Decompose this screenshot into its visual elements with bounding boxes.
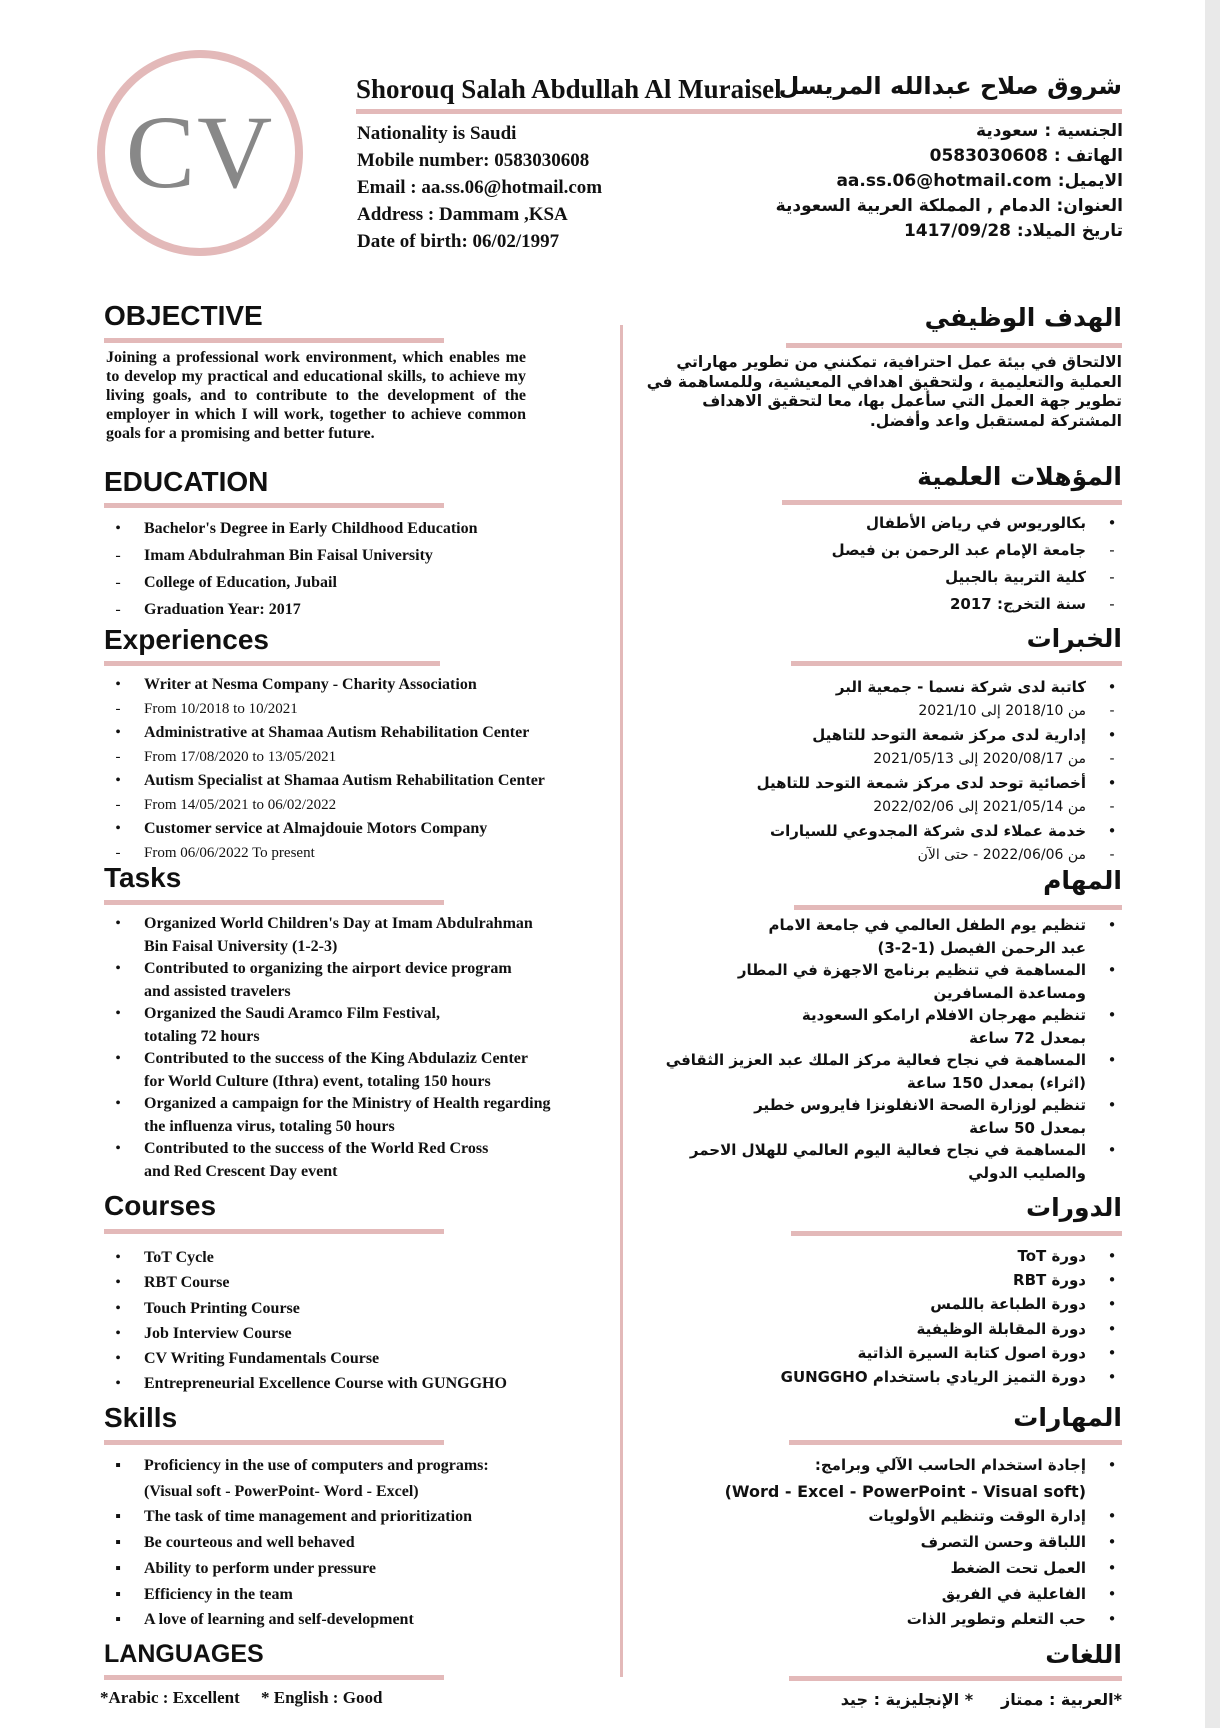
bullet-marker: • bbox=[1107, 1295, 1117, 1314]
skill-text: الفاعلية في الفريق bbox=[941, 1584, 1086, 1603]
experience-role: Autism Specialist at Shamaa Autism Rehabilitation Center bbox=[144, 772, 545, 789]
course-item-ar bbox=[781, 1268, 1122, 1292]
dash-marker: - bbox=[115, 845, 121, 861]
languages-text-en: *Arabic : Excellent * English : Good bbox=[100, 1688, 383, 1707]
task-item-ar bbox=[666, 1094, 1122, 1139]
skill-item-ar bbox=[725, 1530, 1122, 1556]
education-item-ar bbox=[832, 537, 1122, 564]
education-text: Bachelor's Degree in Early Childhood Education bbox=[144, 520, 478, 537]
tasks-list-ar bbox=[666, 914, 1122, 1184]
experience-role: إدارية لدى مركز شمعة التوحد للتاهيل bbox=[812, 726, 1086, 744]
dash-marker: - bbox=[1109, 568, 1115, 586]
skill-item-ar bbox=[725, 1453, 1122, 1479]
experience-dates: From 17/08/2020 to 13/05/2021 bbox=[144, 749, 337, 765]
experiences-underline-ar bbox=[791, 661, 1122, 666]
dash-marker: - bbox=[115, 601, 121, 618]
objective-heading-ar: الهدف الوظيفي bbox=[924, 303, 1122, 332]
course-item-ar bbox=[781, 1244, 1122, 1268]
education-heading-ar: المؤهلات العلمية bbox=[917, 462, 1122, 491]
bullet-marker: • bbox=[115, 1140, 121, 1157]
bullet-marker: • bbox=[115, 1350, 121, 1368]
skill-item-ar bbox=[725, 1582, 1122, 1608]
name-ar: شروق صلاح عبدالله المريسل bbox=[778, 72, 1122, 100]
email-ar: الايميل: aa.ss.06@hotmail.com bbox=[836, 171, 1123, 191]
skills-underline-ar bbox=[789, 1440, 1122, 1445]
task-text: المساهمة في تنظيم برنامج الاجهزة في المطار bbox=[737, 961, 1086, 979]
experience-item-ar bbox=[757, 723, 1122, 747]
task-item-en bbox=[106, 1048, 550, 1093]
task-text: totaling 72 hours bbox=[144, 1027, 260, 1045]
bullet-marker: • bbox=[115, 1299, 121, 1317]
skill-text: (Word - Excel - PowerPoint - Visual soft) bbox=[724, 1481, 1086, 1501]
dob-ar: تاريخ الميلاد: 1417/09/28 bbox=[903, 221, 1123, 241]
experience-role: كاتبة لدى شركة نسما - جمعية البر bbox=[835, 678, 1086, 696]
skills-heading-ar: المهارات bbox=[1013, 1403, 1122, 1432]
contact-ar bbox=[776, 119, 1123, 244]
course-item-en bbox=[106, 1371, 507, 1396]
course-text: دورة المقابلة الوظيفية bbox=[916, 1319, 1086, 1338]
course-text: RBT Course bbox=[144, 1274, 230, 1292]
course-item-en bbox=[106, 1245, 507, 1270]
experience-role: Administrative at Shamaa Autism Rehabilitation Center bbox=[144, 724, 530, 741]
objective-heading-en: OBJECTIVE bbox=[104, 300, 263, 331]
bullet-marker: • bbox=[1107, 726, 1117, 744]
bullet-marker: • bbox=[1107, 1319, 1117, 1338]
task-text: تنظيم يوم الطفل العالمي في جامعة الامام bbox=[768, 916, 1086, 934]
bullet-marker: • bbox=[115, 724, 121, 741]
bullet-marker: • bbox=[1107, 1343, 1117, 1362]
skill-item-ar bbox=[725, 1607, 1122, 1633]
skill-item-en bbox=[106, 1556, 489, 1582]
task-text: the influenza virus, totaling 50 hours bbox=[144, 1117, 395, 1135]
skills-list-ar bbox=[725, 1453, 1122, 1633]
course-text: Entrepreneurial Excellence Course with GUNGGHO bbox=[144, 1375, 507, 1393]
bullet-marker: • bbox=[115, 1375, 121, 1393]
bullet-marker: • bbox=[115, 820, 121, 837]
task-text: and assisted travelers bbox=[144, 982, 291, 1000]
task-text: تنظيم مهرجان الافلام ارامكو السعودية bbox=[801, 1006, 1086, 1024]
task-item-ar bbox=[666, 1139, 1122, 1184]
bullet-marker: • bbox=[115, 676, 121, 693]
education-text: Graduation Year: 2017 bbox=[144, 601, 301, 618]
task-item-ar bbox=[666, 914, 1122, 959]
task-text: (اثراء) بمعدل 150 ساعة bbox=[906, 1073, 1086, 1092]
courses-list-en bbox=[106, 1245, 507, 1397]
bullet-marker: • bbox=[1107, 1141, 1117, 1159]
contact-en bbox=[357, 120, 602, 255]
bullet-marker: • bbox=[115, 772, 121, 789]
task-text: بمعدل 72 ساعة bbox=[969, 1028, 1086, 1047]
course-item-en bbox=[106, 1270, 507, 1295]
skill-text: إدارة الوقت وتنظيم الأولويات bbox=[868, 1507, 1086, 1526]
experience-dates: من 2021/05/14 إلى 2022/02/06 bbox=[873, 799, 1086, 815]
square-bullet-marker: ▪ bbox=[115, 1585, 121, 1603]
experiences-list-en bbox=[106, 673, 545, 865]
bullet-marker: • bbox=[1107, 1247, 1117, 1265]
languages-heading-ar: اللغات bbox=[1045, 1640, 1122, 1669]
skill-text: حب التعلم وتطوير الذات bbox=[906, 1610, 1086, 1629]
bullet-marker: • bbox=[1107, 1456, 1117, 1474]
task-text: بمعدل 50 ساعة bbox=[969, 1118, 1086, 1137]
nationality-en: Nationality is Saudi bbox=[357, 123, 517, 144]
task-text: المساهمة في نجاح فعالية اليوم العالمي للهلال الاحمر bbox=[689, 1141, 1086, 1159]
dash-marker: - bbox=[1109, 799, 1115, 815]
education-item-ar bbox=[832, 564, 1122, 591]
course-text: دورة ToT bbox=[1017, 1247, 1086, 1265]
experience-role: أخصائية توحد لدى مركز شمعة التوحد للتاهيل bbox=[756, 774, 1086, 792]
dash-marker: - bbox=[1109, 595, 1115, 613]
tasks-underline-en bbox=[104, 900, 444, 905]
bullet-marker: • bbox=[1107, 1584, 1117, 1603]
experience-dates-ar bbox=[757, 795, 1122, 819]
education-list-en bbox=[106, 515, 478, 623]
task-item-ar bbox=[666, 1049, 1122, 1094]
objective-underline-en bbox=[104, 338, 444, 343]
courses-heading-ar: الدورات bbox=[1025, 1193, 1122, 1222]
bullet-marker: • bbox=[115, 915, 121, 932]
experience-item-en bbox=[106, 817, 545, 841]
bullet-marker: • bbox=[115, 1050, 121, 1067]
bullet-marker: • bbox=[115, 960, 121, 977]
square-bullet-marker: ▪ bbox=[115, 1457, 121, 1474]
skill-text: (Visual soft - PowerPoint- Word - Excel) bbox=[144, 1482, 419, 1500]
education-item-ar bbox=[832, 510, 1122, 537]
course-text: Job Interview Course bbox=[144, 1324, 292, 1342]
task-text: Contributed to organizing the airport device program bbox=[144, 960, 512, 977]
bullet-marker: • bbox=[1107, 514, 1117, 532]
bullet-marker: • bbox=[1107, 1507, 1117, 1526]
course-item-en bbox=[106, 1296, 507, 1321]
task-item-en bbox=[106, 1138, 550, 1183]
course-text: دورة اصول كتابة السيرة الذاتية bbox=[857, 1343, 1086, 1362]
task-text: تنظيم لوزارة الصحة الانفلونزا فايروس خطير bbox=[754, 1096, 1086, 1114]
education-item-en bbox=[106, 596, 478, 623]
bullet-marker: • bbox=[1107, 822, 1117, 840]
bullet-marker: • bbox=[115, 520, 121, 537]
bullet-marker: • bbox=[1107, 1533, 1117, 1552]
skill-item-en bbox=[106, 1607, 489, 1633]
task-item-ar bbox=[666, 959, 1122, 1004]
bullet-marker: • bbox=[1107, 1368, 1117, 1387]
bullet-marker: • bbox=[115, 1324, 121, 1342]
cv-logo-text: CV bbox=[125, 95, 275, 210]
skill-text: Ability to perform under pressure bbox=[144, 1559, 376, 1577]
course-item-ar bbox=[781, 1292, 1122, 1316]
experience-role: Customer service at Almajdouie Motors Company bbox=[144, 820, 488, 837]
education-item-en bbox=[106, 569, 478, 596]
education-text: كلية التربية بالجبيل bbox=[945, 568, 1086, 586]
languages-text-ar: *العربية : ممتاز * الإنجليزية : جيد bbox=[840, 1690, 1122, 1709]
education-item-en bbox=[106, 515, 478, 542]
experience-dates: From 14/05/2021 to 06/02/2022 bbox=[144, 797, 337, 813]
skill-item-en bbox=[106, 1504, 489, 1530]
course-item-en bbox=[106, 1321, 507, 1346]
skill-item-en bbox=[106, 1530, 489, 1556]
bullet-marker: • bbox=[115, 1005, 121, 1022]
bullet-marker: • bbox=[115, 1249, 121, 1266]
center-divider bbox=[620, 325, 623, 1677]
course-text: Touch Printing Course bbox=[144, 1299, 300, 1317]
task-item-en bbox=[106, 1003, 550, 1048]
bullet-marker: • bbox=[1107, 774, 1117, 792]
course-text: دورة RBT bbox=[1013, 1271, 1086, 1290]
course-item-ar bbox=[781, 1365, 1122, 1389]
task-text: Organized World Children's Day at Imam Abdulrahman bbox=[144, 915, 533, 932]
tasks-underline-ar bbox=[794, 905, 1122, 910]
task-item-en bbox=[106, 958, 550, 1003]
skill-item-en bbox=[106, 1479, 489, 1505]
dash-marker: - bbox=[1109, 847, 1115, 863]
dash-marker: - bbox=[1109, 751, 1115, 767]
mobile-en: Mobile number: 0583030608 bbox=[357, 150, 590, 171]
address-en: Address : Dammam ,KSA bbox=[357, 204, 568, 225]
experience-dates-en bbox=[106, 793, 545, 817]
languages-underline-en bbox=[104, 1675, 444, 1680]
skill-text: العمل تحت الضغط bbox=[950, 1558, 1086, 1577]
tasks-list-en bbox=[106, 913, 550, 1183]
education-text: Imam Abdulrahman Bin Faisal University bbox=[144, 547, 433, 564]
experience-role: Writer at Nesma Company - Charity Association bbox=[144, 676, 477, 693]
square-bullet-marker: ▪ bbox=[115, 1559, 121, 1577]
experience-dates-en bbox=[106, 697, 545, 721]
courses-heading-en: Courses bbox=[104, 1190, 217, 1221]
nationality-ar: الجنسية : سعودية bbox=[976, 121, 1123, 141]
dash-marker: - bbox=[1109, 541, 1115, 559]
task-text: for World Culture (Ithra) event, totaling 150 hours bbox=[144, 1072, 491, 1090]
mobile-ar: الهاتف : 0583030608 bbox=[929, 146, 1123, 166]
bullet-marker: • bbox=[1107, 1271, 1117, 1290]
dash-marker: - bbox=[115, 701, 121, 717]
task-text: والصليب الدولي bbox=[968, 1163, 1086, 1182]
square-bullet-marker: ▪ bbox=[115, 1508, 121, 1526]
experience-dates: من 2018/10 إلى 2021/10 bbox=[918, 703, 1086, 719]
task-text: Organized a campaign for the Ministry of Health regarding bbox=[144, 1095, 551, 1112]
course-item-ar bbox=[781, 1317, 1122, 1341]
header-divider bbox=[356, 109, 1122, 114]
courses-list-ar bbox=[781, 1244, 1122, 1389]
bullet-marker: • bbox=[1107, 916, 1117, 934]
skill-text: A love of learning and self-development bbox=[144, 1611, 414, 1629]
skills-underline-en bbox=[104, 1440, 444, 1445]
experience-dates-ar bbox=[757, 843, 1122, 867]
education-text: جامعة الإمام عبد الرحمن بن فيصل bbox=[831, 541, 1086, 559]
tasks-heading-en: Tasks bbox=[104, 862, 182, 893]
cv-logo bbox=[97, 50, 303, 256]
experience-item-ar bbox=[757, 675, 1122, 699]
experience-item-en bbox=[106, 721, 545, 745]
skill-text: Be courteous and well behaved bbox=[144, 1534, 355, 1552]
courses-underline-en bbox=[104, 1229, 444, 1234]
skill-text: Efficiency in the team bbox=[144, 1585, 293, 1603]
experience-dates-en bbox=[106, 745, 545, 769]
skills-heading-en: Skills bbox=[104, 1402, 178, 1433]
address-ar: العنوان: الدمام , المملكة العربية السعودية bbox=[775, 196, 1123, 216]
skill-text: إجادة استخدام الحاسب الآلي وبرامج: bbox=[814, 1456, 1086, 1474]
experiences-heading-en: Experiences bbox=[104, 624, 269, 655]
education-underline-en bbox=[104, 503, 444, 508]
education-text: بكالوريوس في رياض الأطفال bbox=[865, 514, 1086, 532]
task-item-ar bbox=[666, 1004, 1122, 1049]
experience-item-ar bbox=[757, 771, 1122, 795]
course-text: ToT Cycle bbox=[144, 1249, 214, 1266]
skill-item-en bbox=[106, 1453, 489, 1479]
objective-text-en: Joining a professional work environment, which enables me to develop my practical and educational skills, to achieve my living goals, and to contribute to the development of the employer in which I will work, together to achieve common goals for a promising and better future. bbox=[106, 349, 526, 442]
bullet-marker: • bbox=[1107, 1051, 1117, 1069]
experience-dates-ar bbox=[757, 747, 1122, 771]
task-text: المساهمة في نجاح فعالية مركز الملك عبد العزيز الثقافي bbox=[665, 1051, 1086, 1069]
experiences-heading-ar: الخبرات bbox=[1026, 624, 1122, 653]
course-text: دورة التميز الريادي باستخدام GUNGGHO bbox=[780, 1368, 1086, 1387]
tasks-heading-ar: المهام bbox=[1043, 866, 1122, 895]
dob-en: Date of birth: 06/02/1997 bbox=[357, 231, 560, 252]
bullet-marker: • bbox=[115, 1095, 121, 1112]
bullet-marker: • bbox=[1107, 1096, 1117, 1114]
bullet-marker: • bbox=[1107, 961, 1117, 979]
square-bullet-marker: ▪ bbox=[115, 1611, 121, 1629]
education-text: سنة التخرج: 2017 bbox=[949, 595, 1086, 613]
dash-marker: - bbox=[115, 749, 121, 765]
bullet-marker: • bbox=[1107, 1558, 1117, 1577]
task-text: and Red Crescent Day event bbox=[144, 1162, 338, 1180]
task-item-en bbox=[106, 913, 550, 958]
education-heading-en: EDUCATION bbox=[104, 466, 269, 497]
dash-marker: - bbox=[115, 547, 121, 564]
skill-text: اللباقة وحسن التصرف bbox=[920, 1533, 1086, 1552]
courses-underline-ar bbox=[791, 1231, 1122, 1236]
bullet-marker: • bbox=[1107, 1610, 1117, 1629]
education-item-ar bbox=[832, 591, 1122, 618]
skills-list-en bbox=[106, 1453, 489, 1633]
education-text: College of Education, Jubail bbox=[144, 574, 337, 591]
skill-item-ar bbox=[725, 1556, 1122, 1582]
course-item-en bbox=[106, 1346, 507, 1371]
experience-dates: From 06/06/2022 To present bbox=[144, 845, 315, 861]
course-item-ar bbox=[781, 1341, 1122, 1365]
task-text: Bin Faisal University (1-2-3) bbox=[144, 937, 338, 955]
task-text: Organized the Saudi Aramco Film Festival, bbox=[144, 1005, 440, 1022]
dash-marker: - bbox=[115, 574, 121, 591]
experience-item-en bbox=[106, 769, 545, 793]
experience-dates: من 2020/08/17 إلى 2021/05/13 bbox=[873, 751, 1086, 767]
skill-item-en bbox=[106, 1582, 489, 1608]
experience-role: خدمة عملاء لدى شركة المجدوعي للسيارات bbox=[770, 822, 1086, 840]
square-bullet-marker: ▪ bbox=[115, 1534, 121, 1552]
skill-text: The task of time management and prioritization bbox=[144, 1508, 472, 1526]
education-list-ar bbox=[832, 510, 1122, 618]
skill-item-ar bbox=[725, 1504, 1122, 1530]
dash-marker: - bbox=[115, 797, 121, 813]
experience-dates-ar bbox=[757, 699, 1122, 723]
education-underline-ar bbox=[782, 500, 1122, 505]
experience-item-ar bbox=[757, 819, 1122, 843]
task-text: عبد الرحمن الفيصل (1-2-3) bbox=[877, 938, 1086, 957]
skill-item-ar bbox=[725, 1479, 1122, 1505]
bullet-marker: • bbox=[1107, 1006, 1117, 1024]
task-item-en bbox=[106, 1093, 550, 1138]
bullet-marker: • bbox=[1107, 678, 1117, 696]
email-en: Email : aa.ss.06@hotmail.com bbox=[357, 177, 603, 198]
languages-underline-ar bbox=[789, 1676, 1122, 1681]
experience-dates: From 10/2018 to 10/2021 bbox=[144, 701, 298, 717]
course-text: دورة الطباعة باللمس bbox=[930, 1295, 1086, 1314]
name-en: Shorouq Salah Abdullah Al Muraisel bbox=[356, 74, 782, 104]
education-item-en bbox=[106, 542, 478, 569]
languages-heading-en: LANGUAGES bbox=[104, 1640, 264, 1668]
experience-dates: من 2022/06/06 - حتى الآن bbox=[917, 847, 1086, 863]
bullet-marker: • bbox=[115, 1274, 121, 1292]
experiences-list-ar bbox=[757, 675, 1122, 867]
experience-item-en bbox=[106, 673, 545, 697]
skill-text: Proficiency in the use of computers and programs: bbox=[144, 1457, 489, 1474]
objective-underline-ar bbox=[786, 343, 1122, 348]
task-text: Contributed to the success of the King Abdulaziz Center bbox=[144, 1050, 528, 1067]
experiences-underline-en bbox=[104, 661, 440, 666]
dash-marker: - bbox=[1109, 703, 1115, 719]
objective-text-ar: الالتحاق في بيئة عمل احترافية، تمكنني من تطوير مهاراتي العملية والتعليمية ، ولتحقيق اهدافي المعيشية، وللمساهمة في تطوير جهة العمل التي سأعمل بها، معا لتحقيق الاهداف المشتركة لمستقبل واعد وأفضل. bbox=[646, 353, 1122, 430]
task-text: ومساعدة المسافرين bbox=[933, 983, 1086, 1002]
course-text: CV Writing Fundamentals Course bbox=[144, 1350, 380, 1368]
task-text: Contributed to the success of the World Red Cross bbox=[144, 1140, 489, 1157]
